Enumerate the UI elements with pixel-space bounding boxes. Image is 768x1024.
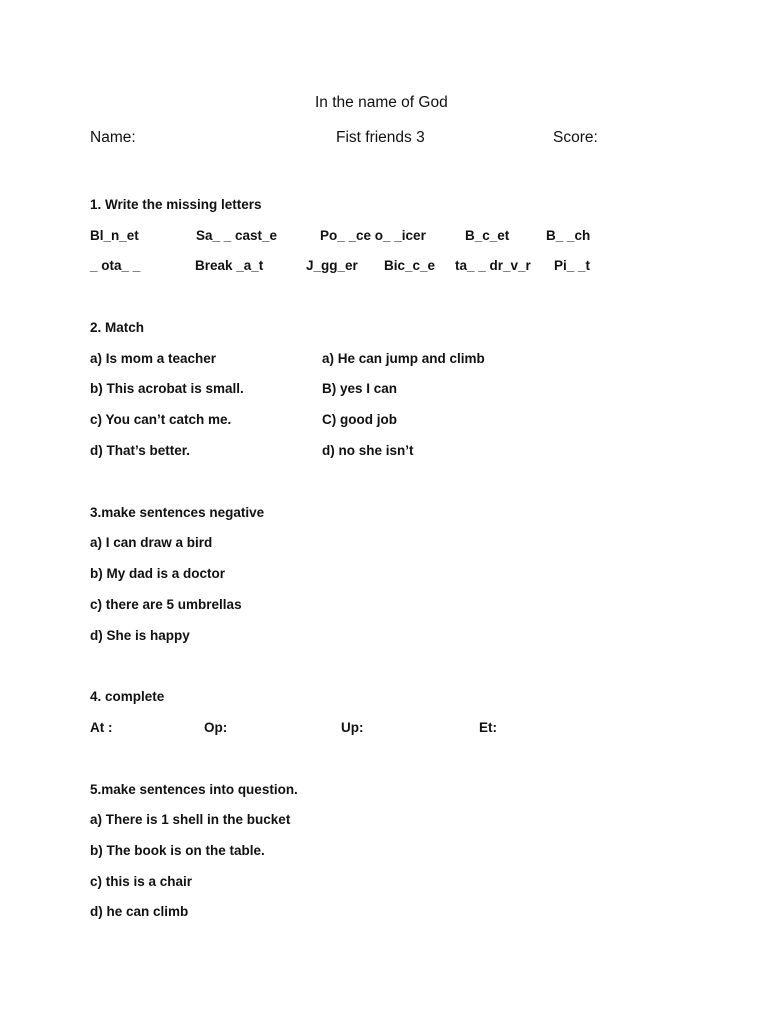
- missing-letters-word: _ ota_ _: [90, 258, 141, 273]
- score-label: Score:: [553, 129, 598, 146]
- negative-sentence-item: b) My dad is a doctor: [90, 566, 226, 581]
- missing-letters-word: Bic_c_e: [384, 258, 436, 273]
- missing-letters-word: J_gg_er: [306, 258, 358, 273]
- missing-letters-word: B_ _ch: [546, 228, 591, 243]
- complete-item: Op:: [204, 720, 228, 735]
- missing-letters-word: ta_ _ dr_v_r: [455, 258, 531, 273]
- match-left-item: d) That’s better.: [90, 443, 191, 458]
- match-right-item: d) no she isn’t: [322, 443, 414, 458]
- section2-heading: 2. Match: [90, 320, 145, 335]
- section4-heading: 4. complete: [90, 689, 165, 704]
- match-left-item: a) Is mom a teacher: [90, 351, 217, 366]
- complete-item: At :: [90, 720, 113, 735]
- complete-item: Et:: [479, 720, 497, 735]
- question-sentence-item: a) There is 1 shell in the bucket: [90, 812, 291, 827]
- missing-letters-word: B_c_et: [465, 228, 510, 243]
- question-sentence-item: b) The book is on the table.: [90, 843, 265, 858]
- match-left-item: c) You can’t catch me.: [90, 412, 232, 427]
- negative-sentence-item: a) I can draw a bird: [90, 535, 213, 550]
- book-title: Fist friends 3: [336, 129, 425, 146]
- missing-letters-word: Pi_ _t: [554, 258, 591, 273]
- match-left-item: b) This acrobat is small.: [90, 381, 244, 396]
- missing-letters-word: Bl_n_et: [90, 228, 139, 243]
- question-sentence-item: c) this is a chair: [90, 874, 193, 889]
- match-right-item: B) yes I can: [322, 381, 398, 396]
- missing-letters-word: Sa_ _ cast_e: [196, 228, 278, 243]
- match-right-item: a) He can jump and climb: [322, 351, 485, 366]
- question-sentence-item: d) he can climb: [90, 904, 189, 919]
- negative-sentence-item: d) She is happy: [90, 628, 190, 643]
- match-right-item: C) good job: [322, 412, 397, 427]
- page-title: In the name of God: [315, 94, 448, 111]
- name-label: Name:: [90, 129, 136, 146]
- section1-heading: 1. Write the missing letters: [90, 197, 262, 212]
- missing-letters-word: Po_ _ce o_ _icer: [320, 228, 426, 243]
- complete-item: Up:: [341, 720, 364, 735]
- section3-heading: 3.make sentences negative: [90, 505, 265, 520]
- missing-letters-word: Break _a_t: [195, 258, 264, 273]
- section5-heading: 5.make sentences into question.: [90, 782, 298, 797]
- negative-sentence-item: c) there are 5 umbrellas: [90, 597, 242, 612]
